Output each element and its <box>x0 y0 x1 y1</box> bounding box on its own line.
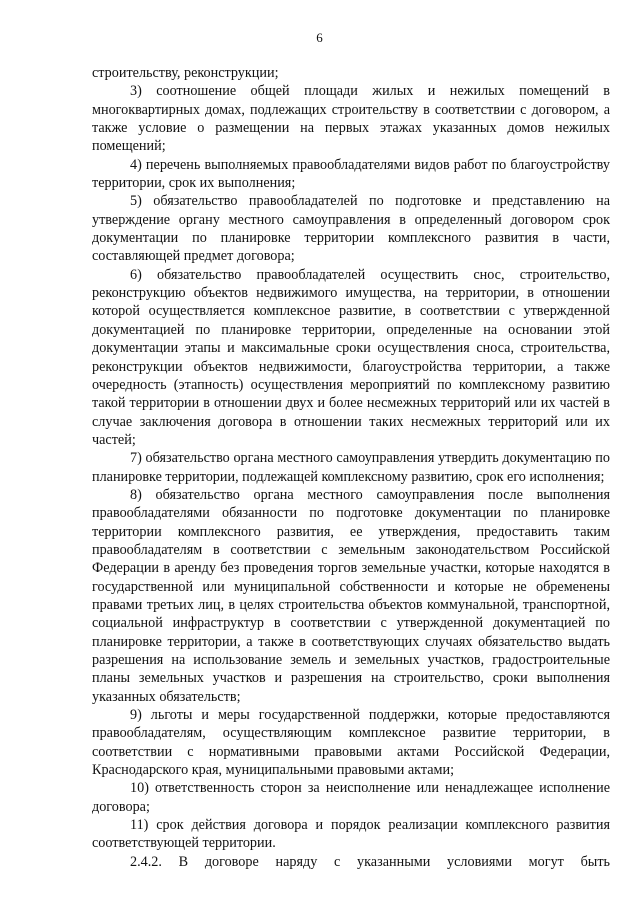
paragraph: 10) ответственность сторон за неисполнение или ненадлежащее исполнение договора; <box>92 780 610 815</box>
paragraph: 3) соотношение общей площади жилых и нежилых помещений в многоквартирных домах, подлежащих строительству в соответствии с договором, а также условие о размещении на первых этажах указанных домов нежилых помещений; <box>92 83 610 155</box>
paragraph: 2.4.2. В договоре наряду с указанными условиями могут быть <box>130 853 610 870</box>
paragraph: 11) срок действия договора и порядок реализации комплексного развития соответствующей территории. <box>92 817 610 852</box>
page-number: 6 <box>316 30 323 45</box>
paragraph: 6) обязательство правообладателей осуществить снос, строительство, реконструкцию объектов недвижимого имущества, на территории, в отношении которой осуществляется комплексное развитие, в соответствии с утвержденной документацией по планировке территории, определенные на основании этой документации этапы и максимальные сроки осуществления сноса, строительства, реконструкции объектов недвижимости, благоустройства территории, а также очередность (этапность) осуществления мероприятий по комплексному развитию такой территории в отношении двух и более несмежных территорий или их частей в случае заключения договора в отношении таких несмежных территорий или их частей; <box>92 266 610 448</box>
paragraph: 9) льготы и меры государственной поддержки, которые предоставляются правообладателям, осуществляющим комплексное развитие территории, в соответствии с нормативными правовыми актами Российской Федерации, Краснодарского края, муниципальными правовыми актами; <box>92 707 610 779</box>
paragraph: 4) перечень выполняемых правообладателями видов работ по благоустройству территории, срок их выполнения; <box>92 156 610 192</box>
document-body <box>92 64 610 871</box>
paragraph: строительству, реконструкции; <box>92 65 279 81</box>
paragraph: 5) обязательство правообладателей по подготовке и представлению на утверждение органу местного самоуправления в определенный договором срок документации по планировке территории комплексного развития в части, составляющей предмет договора; <box>92 193 610 265</box>
paragraph: 8) обязательство органа местного самоуправления после выполнения правообладателями обязанности по подготовке документации по планировке территории комплексного развития, ее утверждения, предоставить таким правообладателям в соответствии с земельным законодательством Российской Федерации в аренду без проведения торгов земельные участки, которые находятся в государственной или муниципальной собственности и которые не обременены правами третьих лиц, в целях строительства объектов коммунальной, транспортной, социальной инфраструктур в соответствии с утвержденной документацией по планировке территории, а также в соответствующих случаях обязательство выдать разрешения на использование земель и земельных участков, градостроительные планы земельных участков и разрешения на строительство, сроки выполнения указанных обязательств; <box>92 486 610 705</box>
paragraph: 7) обязательство органа местного самоуправления утвердить документацию по планировке территории, подлежащей комплексному развитию, срок его исполнения; <box>92 450 610 485</box>
